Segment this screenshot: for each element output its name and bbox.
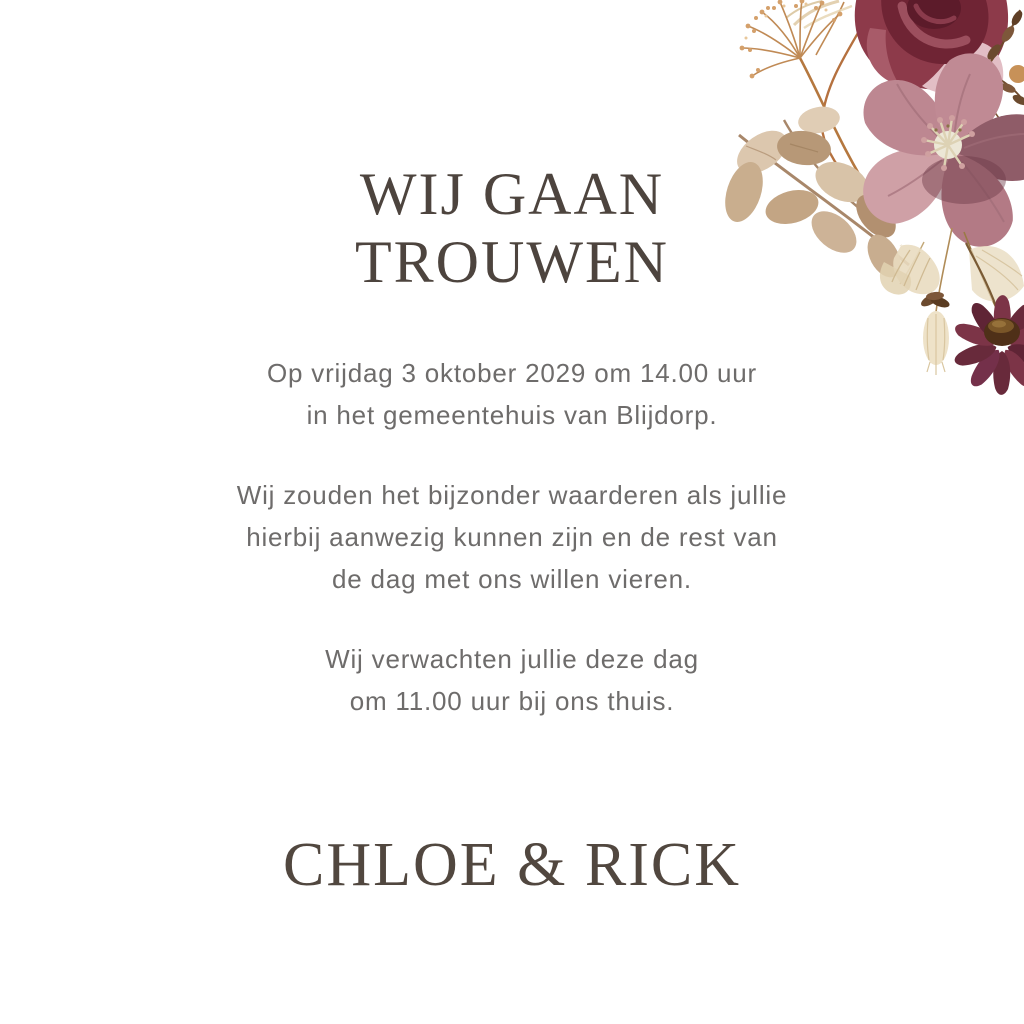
title-line-1: WIJ GAAN [359, 161, 665, 227]
title-line-2: TROUWEN [355, 229, 669, 295]
attendance-line-1: Wij zouden het bijzonder waarderen als jullie [236, 480, 788, 510]
attendance-line-2: hierbij aanwezig kunnen zijn en de rest van [246, 522, 778, 552]
gathering-line-1: Wij verwachten jullie deze dag [325, 644, 699, 674]
gathering-line-2: om 11.00 uur bij ons thuis. [349, 686, 675, 716]
attendance-line-3: de dag met ons willen vieren. [332, 564, 692, 594]
ceremony-location-line: in het gemeentehuis van Blijdorp. [306, 400, 718, 430]
invitation-title [0, 160, 1024, 296]
ceremony-details [0, 352, 1024, 436]
home-gathering-details [0, 638, 1024, 722]
couple-names: CHLOE & RICK [283, 831, 741, 899]
attendance-request [0, 474, 1024, 600]
ceremony-date-line: Op vrijdag 3 oktober 2029 om 14.00 uur [266, 358, 758, 388]
